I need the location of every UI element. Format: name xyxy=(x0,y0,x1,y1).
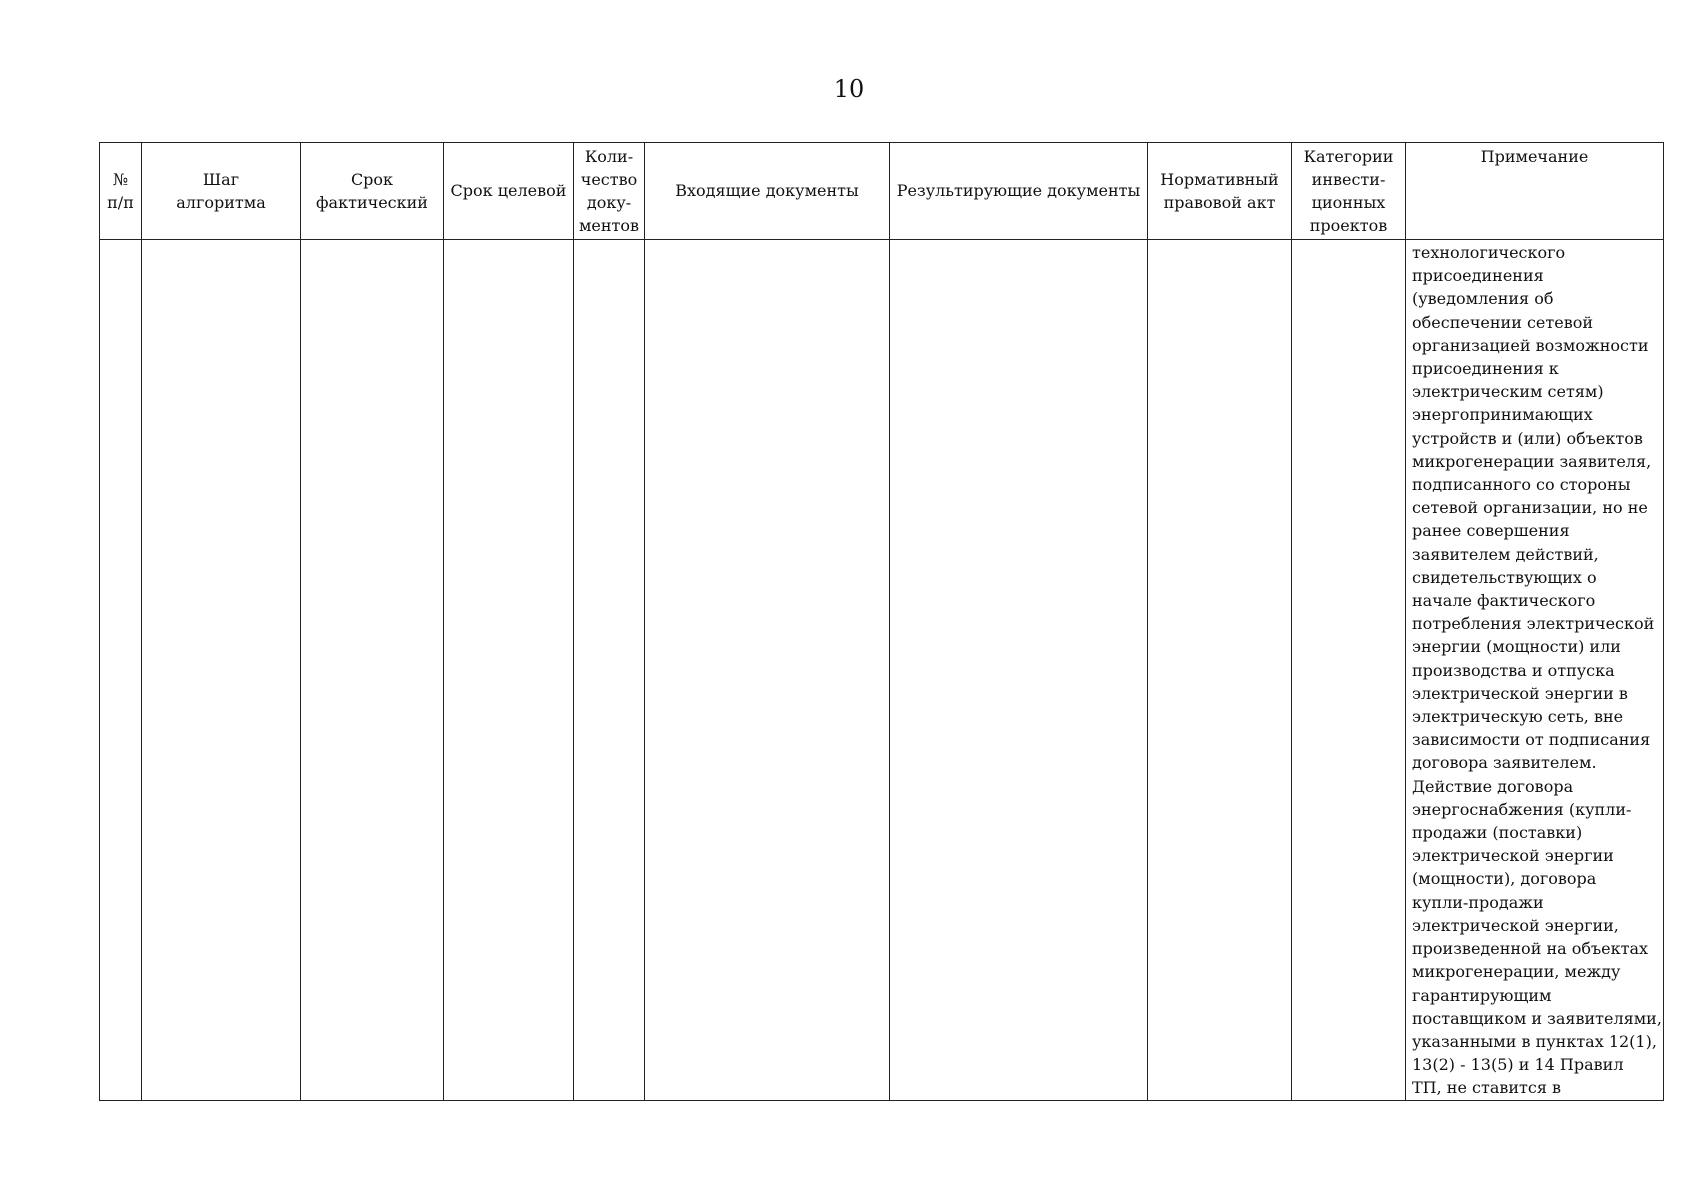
header-algorithm-step xyxy=(142,143,301,240)
header-incoming-documents xyxy=(645,143,890,240)
cell-target-term xyxy=(444,240,574,1101)
header-target-term xyxy=(444,143,574,240)
header-note-label: Примечание xyxy=(1480,147,1589,166)
table-row xyxy=(100,240,1664,1101)
cell-document-count xyxy=(574,240,645,1101)
header-number-label: № п/п xyxy=(107,169,134,212)
cell-algorithm-step xyxy=(142,240,301,1101)
header-resulting-documents-label: Результирующие документы xyxy=(896,181,1141,201)
header-document-count xyxy=(574,143,645,240)
cell-note xyxy=(1406,240,1664,1101)
header-normative-act-label: Нормативный правовой акт xyxy=(1160,169,1279,212)
cell-project-categories xyxy=(1292,240,1406,1101)
note-text: технологического присоединения (уведомления об обеспечении сетевой организацией возможности присоединения к электрическим сетям) энергопринимающих устройств и (или) объектов микрогенерации заявителя, подписанного со стороны сетевой организации, но не ранее совершения заявителем действий, свидетельствующих о начале фактического потребления электрической энергии (мощности) или производства и отпуска электрической энергии в электрическую сеть, вне зависимости от подписания договора заявителем. Действие договора энергоснабжения (купли- продажи (поставки) электрической энергии (мощности), договора купли-продажи электрической энергии, произведенной на объектах микрогенерации, между гарантирующим поставщиком и заявителями, указанными в пунктах 12(1), 13(2) - 13(5) и 14 Правил ТП, не ставится в xyxy=(1412,243,1662,1098)
header-incoming-documents-label: Входящие документы xyxy=(675,181,859,201)
header-algorithm-step-label: Шаг алгоритма xyxy=(176,169,266,212)
document-table xyxy=(99,142,1664,1101)
header-actual-term xyxy=(301,143,444,240)
cell-actual-term xyxy=(301,240,444,1101)
page-number: 10 xyxy=(833,75,865,103)
header-document-count-label: Коли- чество доку- ментов xyxy=(578,146,640,236)
header-target-term-label: Срок целевой xyxy=(450,181,567,201)
cell-normative-act xyxy=(1148,240,1292,1101)
header-note xyxy=(1406,143,1664,240)
cell-number xyxy=(100,240,142,1101)
header-project-categories xyxy=(1292,143,1406,240)
header-number xyxy=(100,143,142,240)
cell-resulting-documents xyxy=(890,240,1148,1101)
cell-incoming-documents xyxy=(645,240,890,1101)
header-resulting-documents xyxy=(890,143,1148,240)
header-actual-term-label: Срок фактический xyxy=(316,169,428,212)
table-header-row xyxy=(100,143,1664,240)
header-normative-act xyxy=(1148,143,1292,240)
header-project-categories-label: Категории инвести- ционных проектов xyxy=(1303,146,1394,236)
